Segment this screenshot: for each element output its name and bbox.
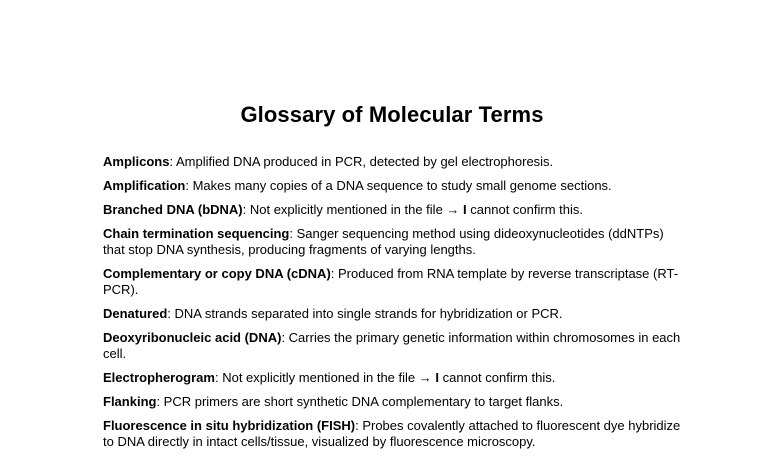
- glossary-entry: [103, 394, 683, 410]
- glossary-entry: [103, 178, 683, 194]
- glossary-term: Complementary or copy DNA (cDNA): [103, 266, 331, 281]
- glossary-term: Deoxyribonucleic acid (DNA): [103, 330, 282, 345]
- glossary-entry: [103, 154, 683, 170]
- glossary-definition: : Makes many copies of a DNA sequence to study small genome sections.: [185, 178, 612, 193]
- glossary-definition-tail: cannot confirm this.: [439, 370, 556, 385]
- glossary-term: Flanking: [103, 394, 157, 409]
- glossary-definition: : Amplified DNA produced in PCR, detected by gel electrophoresis.: [169, 154, 554, 169]
- glossary-definition: : Sanger sequencing method using dideoxynucleotides (ddNTPs) that stop DNA synthesis, producing fragments of varying lengths.: [103, 226, 664, 257]
- glossary-emphasis: I: [435, 370, 439, 385]
- glossary-term: Electropherogram: [103, 370, 215, 385]
- glossary-entry: [103, 226, 683, 258]
- glossary-entry: [103, 370, 683, 386]
- glossary-term: Chain termination sequencing: [103, 226, 290, 241]
- glossary-definition: : Probes covalently attached to fluorescent dye hybridize to DNA directly in intact cells/tissue, visualized by fluorescence microscopy.: [103, 418, 681, 449]
- glossary-definition: : Not explicitly mentioned in the file →: [214, 370, 436, 385]
- glossary-term: Branched DNA (bDNA): [103, 202, 243, 217]
- glossary-emphasis: I: [463, 202, 467, 217]
- glossary-definition: : Carries the primary genetic information within chromosomes in each cell.: [103, 330, 681, 361]
- glossary-entry: [103, 202, 683, 218]
- glossary-entry: [103, 306, 683, 322]
- glossary-term: Denatured: [103, 306, 168, 321]
- glossary-definition: : Not explicitly mentioned in the file →: [242, 202, 464, 217]
- glossary-definition: : Produced from RNA template by reverse transcriptase (RT-PCR).: [103, 266, 679, 297]
- glossary-definition: : DNA strands separated into single strands for hybridization or PCR.: [167, 306, 563, 321]
- glossary-term: Fluorescence in situ hybridization (FISH): [103, 418, 356, 433]
- glossary-entry: [103, 418, 683, 450]
- glossary-term: Amplification: [103, 178, 186, 193]
- page-title: Glossary of Molecular Terms: [240, 102, 544, 127]
- glossary-term: Amplicons: [103, 154, 170, 169]
- glossary-list: [103, 154, 683, 458]
- glossary-definition: : PCR primers are short synthetic DNA complementary to target flanks.: [156, 394, 564, 409]
- glossary-entry: [103, 266, 683, 298]
- glossary-entry: [103, 330, 683, 362]
- glossary-definition-tail: cannot confirm this.: [466, 202, 583, 217]
